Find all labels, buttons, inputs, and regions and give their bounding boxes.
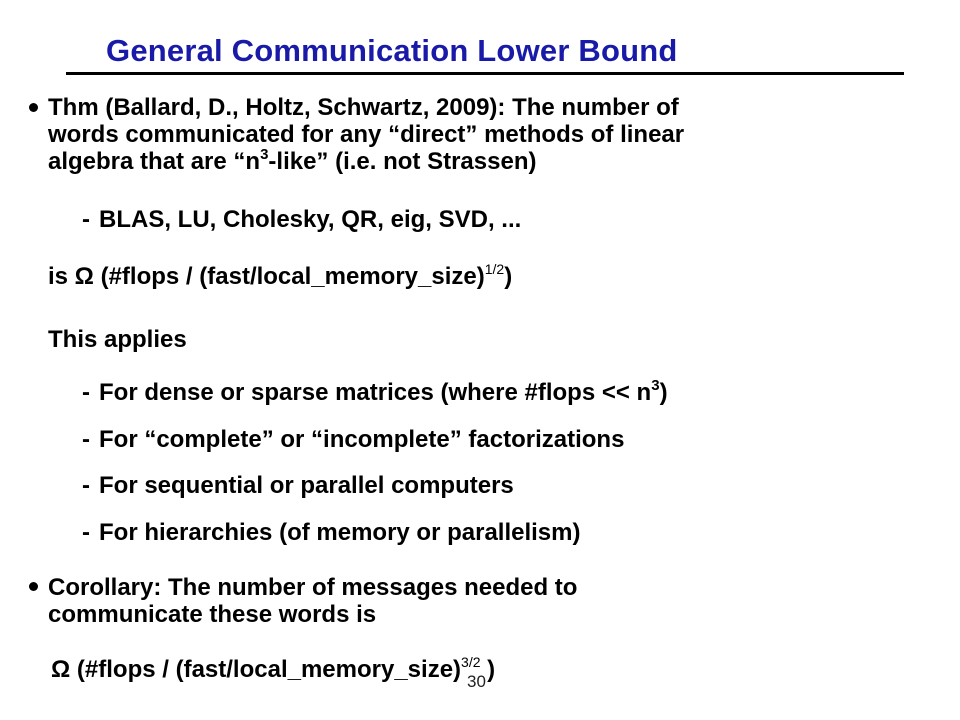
bullet-dot-corollary [29,582,38,591]
applies-item-factorizations: For “complete” or “incomplete” factorizations [99,426,625,453]
dash-marker: - [82,472,90,499]
corollary-formula-text: Ω (#flops / (fast/local_memory_size) [51,656,462,683]
corollary-line-1: Corollary: The number of messages needed to [48,574,578,601]
dash-marker: - [82,519,90,546]
applies-heading: This applies [48,326,187,353]
theorem-line-2: words communicated for any “direct” methods of linear [48,121,685,148]
omega-bound [48,261,513,290]
dash-marker: - [82,426,90,453]
omega-bound-exponent: 1/2 [484,261,505,277]
theorem-exponent: 3 [260,146,269,163]
corollary-line-2: communicate these words is [48,601,377,628]
page-number: 30 [467,672,486,691]
corollary-formula-exponent: 3/2 [461,654,481,670]
dash-marker: - [82,379,90,406]
corollary-formula-close: ) [480,656,496,683]
theorem-line-3-text-a: algebra that are “n [48,148,261,175]
slide-title: General Communication Lower Bound [106,33,678,68]
methods-list: BLAS, LU, Cholesky, QR, eig, SVD, ... [99,206,522,233]
theorem-line-3 [48,146,537,175]
omega-bound-close: ) [504,263,513,290]
theorem-line-3-text-b: -like” (i.e. not Strassen) [268,148,537,175]
bullet-dot-theorem [29,103,38,112]
applies-item-text: For dense or sparse matrices (where #flops << n [99,379,652,406]
applies-item-close: ) [659,379,668,406]
omega-bound-text: is Ω (#flops / (fast/local_memory_size) [48,263,485,290]
title-underline [66,72,904,75]
theorem-line-1: Thm (Ballard, D., Holtz, Schwartz, 2009): The number of [48,94,679,121]
applies-item-dense-sparse [99,377,668,406]
dash-marker: - [82,206,90,233]
applies-item-computers: For sequential or parallel computers [99,472,514,499]
applies-item-hierarchies: For hierarchies (of memory or parallelism) [99,519,581,546]
applies-item-exponent: 3 [651,377,660,394]
corollary-formula [51,654,496,683]
